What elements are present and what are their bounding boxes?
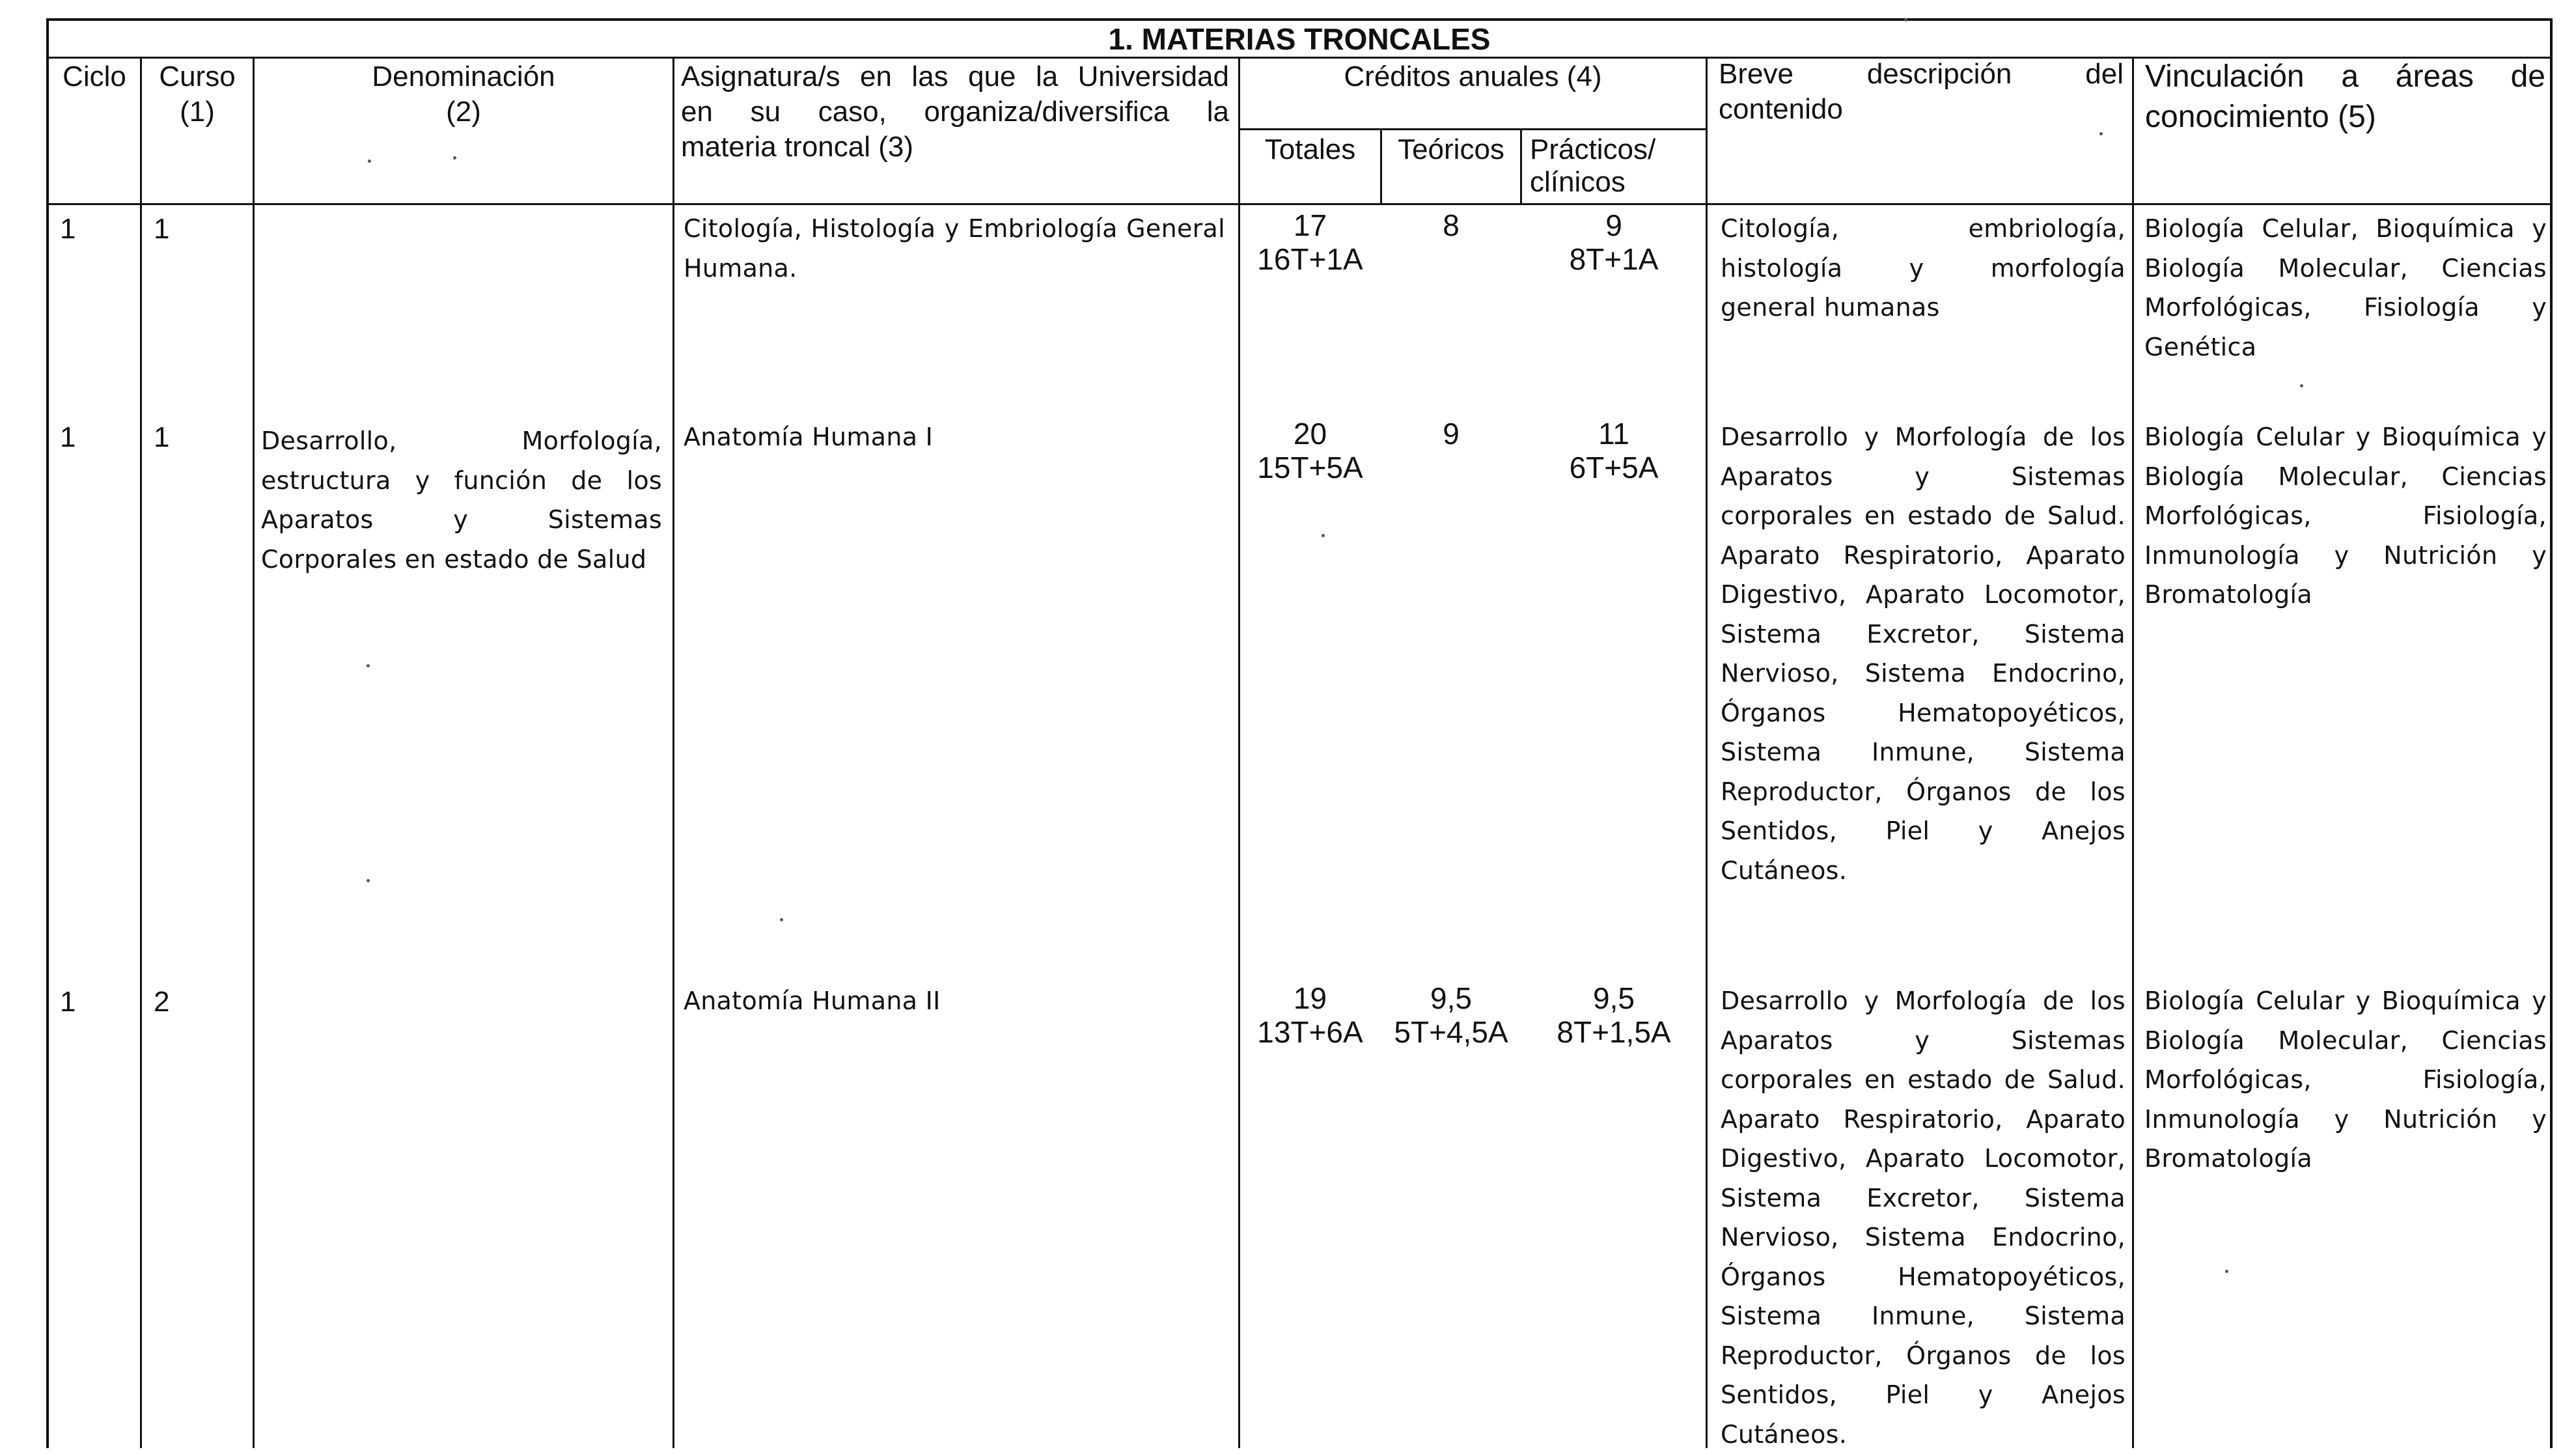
- header-bottom-divider: [46, 203, 2553, 205]
- value-line: 13T+6A: [1240, 1015, 1380, 1049]
- scan-speck: [368, 160, 371, 163]
- value-line: 6T+5A: [1522, 451, 1706, 484]
- value-line: 15T+5A: [1240, 451, 1380, 484]
- text-line: Desarrollo, Morfología,: [261, 421, 662, 461]
- scan-speck: [453, 156, 456, 160]
- header-curso-line: Curso: [142, 59, 253, 94]
- cell-asignatura: [684, 209, 1225, 288]
- text-line: Citología, Histología y Embriología General: [684, 209, 1225, 249]
- text-line: corporales en estado de Salud.: [1721, 1060, 2126, 1100]
- header-asignatura-line: materia troncal (3): [681, 130, 1229, 165]
- scan-speck: [780, 918, 783, 921]
- cell-teoricos: [1382, 208, 1520, 242]
- header-practicos-line: Prácticos/: [1530, 132, 1706, 167]
- value-line: 20: [1240, 417, 1380, 451]
- text-line: Órganos Hematopoyéticos,: [1721, 1257, 2126, 1297]
- header-denominacion: [255, 59, 672, 130]
- text-line: Sentidos, Piel y Anejos: [1721, 811, 2126, 851]
- cell-ciclo: 1: [60, 212, 76, 247]
- scan-speck: [2225, 1270, 2228, 1273]
- text-line: Inmunología y Nutrición y: [2144, 1100, 2547, 1139]
- header-asignatura: [681, 59, 1229, 165]
- header-vinculacion-line: conocimiento (5): [2145, 97, 2545, 137]
- cell-teoricos: [1382, 981, 1520, 1049]
- cell-curso: 1: [154, 420, 169, 455]
- header-descripcion-line: Breve descripción del: [1719, 57, 2124, 92]
- text-line: Reproductor, Órganos de los: [1721, 1336, 2126, 1376]
- text-line: Desarrollo y Morfología de los: [1721, 981, 2126, 1021]
- header-curso: [142, 59, 253, 130]
- header-vinculacion-line: Vinculación a áreas de: [2145, 57, 2545, 97]
- col-divider: [253, 57, 255, 1448]
- text-line: Biología Molecular, Ciencias: [2144, 457, 2547, 497]
- header-practicos-line: clínicos: [1530, 165, 1706, 200]
- text-line: Anatomía Humana II: [684, 981, 1225, 1021]
- text-line: Órganos Hematopoyéticos,: [1721, 693, 2126, 733]
- cell-practicos: [1522, 417, 1706, 484]
- cell-practicos: [1522, 981, 1706, 1049]
- text-line: Sistema Excretor, Sistema: [1721, 1179, 2126, 1218]
- text-line: estructura y función de los: [261, 461, 662, 501]
- text-line: Corporales en estado de Salud: [261, 540, 662, 580]
- text-line: Aparato Respiratorio, Aparato: [1721, 1100, 2126, 1139]
- cell-totales: [1240, 981, 1380, 1049]
- scan-speck: [2099, 132, 2103, 135]
- text-line: Sistema Inmune, Sistema: [1721, 1296, 2126, 1336]
- text-line: Cutáneos.: [1721, 851, 2126, 891]
- scan-speck: [367, 664, 370, 667]
- text-line: Biología Molecular, Ciencias: [2144, 1021, 2547, 1061]
- scan-speck: [1322, 534, 1325, 537]
- header-denominacion-line: Denominación: [255, 59, 672, 94]
- text-line: Cutáneos.: [1721, 1415, 2126, 1454]
- cell-vinculacion: [2144, 981, 2547, 1179]
- text-line: Sistema Excretor, Sistema: [1721, 615, 2126, 654]
- cell-totales: [1240, 208, 1380, 276]
- text-line: general humanas: [1721, 288, 2126, 328]
- value-line: 5T+4,5A: [1382, 1015, 1520, 1049]
- cell-vinculacion: [2144, 209, 2547, 367]
- text-line: Nervioso, Sistema Endocrino,: [1721, 654, 2126, 693]
- col-divider: [1520, 128, 1522, 204]
- value-line: 16T+1A: [1240, 242, 1380, 276]
- text-line: Reproductor, Órganos de los: [1721, 772, 2126, 812]
- text-line: Aparatos y Sistemas: [261, 500, 662, 540]
- creditos-subheader-divider: [1238, 128, 1706, 130]
- text-line: Digestivo, Aparato Locomotor,: [1721, 1139, 2126, 1179]
- text-line: Aparatos y Sistemas: [1721, 1021, 2126, 1061]
- text-line: Inmunología y Nutrición y: [2144, 536, 2547, 576]
- table-title: 1. MATERIAS TRONCALES: [49, 21, 2550, 58]
- value-line: 11: [1522, 417, 1706, 451]
- cell-descripcion: [1721, 417, 2126, 890]
- cell-asignatura: [684, 981, 1225, 1021]
- text-line: Biología Celular, Bioquímica y: [2144, 209, 2547, 249]
- value-line: 19: [1240, 981, 1380, 1015]
- cell-ciclo: 1: [60, 985, 76, 1020]
- cell-asignatura: [684, 417, 1225, 457]
- text-line: Biología Celular y Bioquímica y: [2144, 417, 2547, 457]
- text-line: Desarrollo y Morfología de los: [1721, 417, 2126, 457]
- cell-totales: [1240, 417, 1380, 484]
- text-line: Genética: [2144, 328, 2547, 367]
- col-divider: [1706, 57, 1708, 1448]
- value-line: 9: [1382, 417, 1520, 451]
- value-line: 17: [1240, 208, 1380, 242]
- value-line: 9,5: [1382, 981, 1520, 1015]
- cell-ciclo: 1: [60, 420, 76, 455]
- text-line: Morfológicas, Fisiología y: [2144, 288, 2547, 328]
- header-descripcion-line: contenido: [1719, 92, 2124, 127]
- value-line: 9: [1522, 208, 1706, 242]
- header-teoricos: Teóricos: [1382, 132, 1520, 167]
- col-divider: [672, 57, 674, 1448]
- text-line: Anatomía Humana I: [684, 417, 1225, 457]
- text-line: Sentidos, Piel y Anejos: [1721, 1375, 2126, 1415]
- text-line: Biología Celular y Bioquímica y: [2144, 981, 2547, 1021]
- cell-curso: 1: [154, 212, 169, 247]
- cell-denominacion: [261, 421, 662, 579]
- cell-teoricos: [1382, 417, 1520, 451]
- col-divider: [2132, 57, 2134, 1448]
- text-line: Bromatología: [2144, 575, 2547, 615]
- header-curso-line: (1): [142, 94, 253, 130]
- value-line: 8: [1382, 208, 1520, 242]
- header-ciclo: Ciclo: [49, 59, 140, 94]
- text-line: corporales en estado de Salud.: [1721, 496, 2126, 536]
- cell-curso: 2: [154, 985, 169, 1020]
- text-line: Morfológicas, Fisiología,: [2144, 1060, 2547, 1100]
- cell-practicos: [1522, 208, 1706, 276]
- cell-vinculacion: [2144, 417, 2547, 615]
- header-asignatura-line: en su caso, organiza/diversifica la: [681, 94, 1229, 130]
- text-line: histología y morfología: [1721, 249, 2126, 288]
- cell-descripcion: [1721, 981, 2126, 1454]
- scan-speck: [1904, 18, 1907, 21]
- header-creditos: Créditos anuales (4): [1240, 59, 1706, 94]
- value-line: 9,5: [1522, 981, 1706, 1015]
- scan-speck: [367, 879, 370, 882]
- text-line: Morfológicas, Fisiología,: [2144, 496, 2547, 536]
- header-vinculacion: [2145, 57, 2545, 137]
- text-line: Aparatos y Sistemas: [1721, 457, 2126, 497]
- text-line: Aparato Respiratorio, Aparato: [1721, 536, 2126, 576]
- text-line: Sistema Inmune, Sistema: [1721, 733, 2126, 772]
- header-totales: Totales: [1240, 132, 1380, 167]
- scan-speck: [2300, 384, 2303, 387]
- text-line: Humana.: [684, 249, 1225, 288]
- text-line: Citología, embriología,: [1721, 209, 2126, 249]
- text-line: Digestivo, Aparato Locomotor,: [1721, 575, 2126, 615]
- cell-descripcion: [1721, 209, 2126, 328]
- header-descripcion: [1719, 57, 2124, 127]
- col-divider: [140, 57, 142, 1448]
- value-line: 8T+1,5A: [1522, 1015, 1706, 1049]
- text-line: Nervioso, Sistema Endocrino,: [1721, 1218, 2126, 1257]
- value-line: 8T+1A: [1522, 242, 1706, 276]
- text-line: Bromatología: [2144, 1139, 2547, 1179]
- text-line: Biología Molecular, Ciencias: [2144, 249, 2547, 288]
- header-practicos: [1530, 132, 1706, 200]
- header-denominacion-line: (2): [255, 94, 672, 130]
- header-asignatura-line: Asignatura/s en las que la Universidad: [681, 59, 1229, 94]
